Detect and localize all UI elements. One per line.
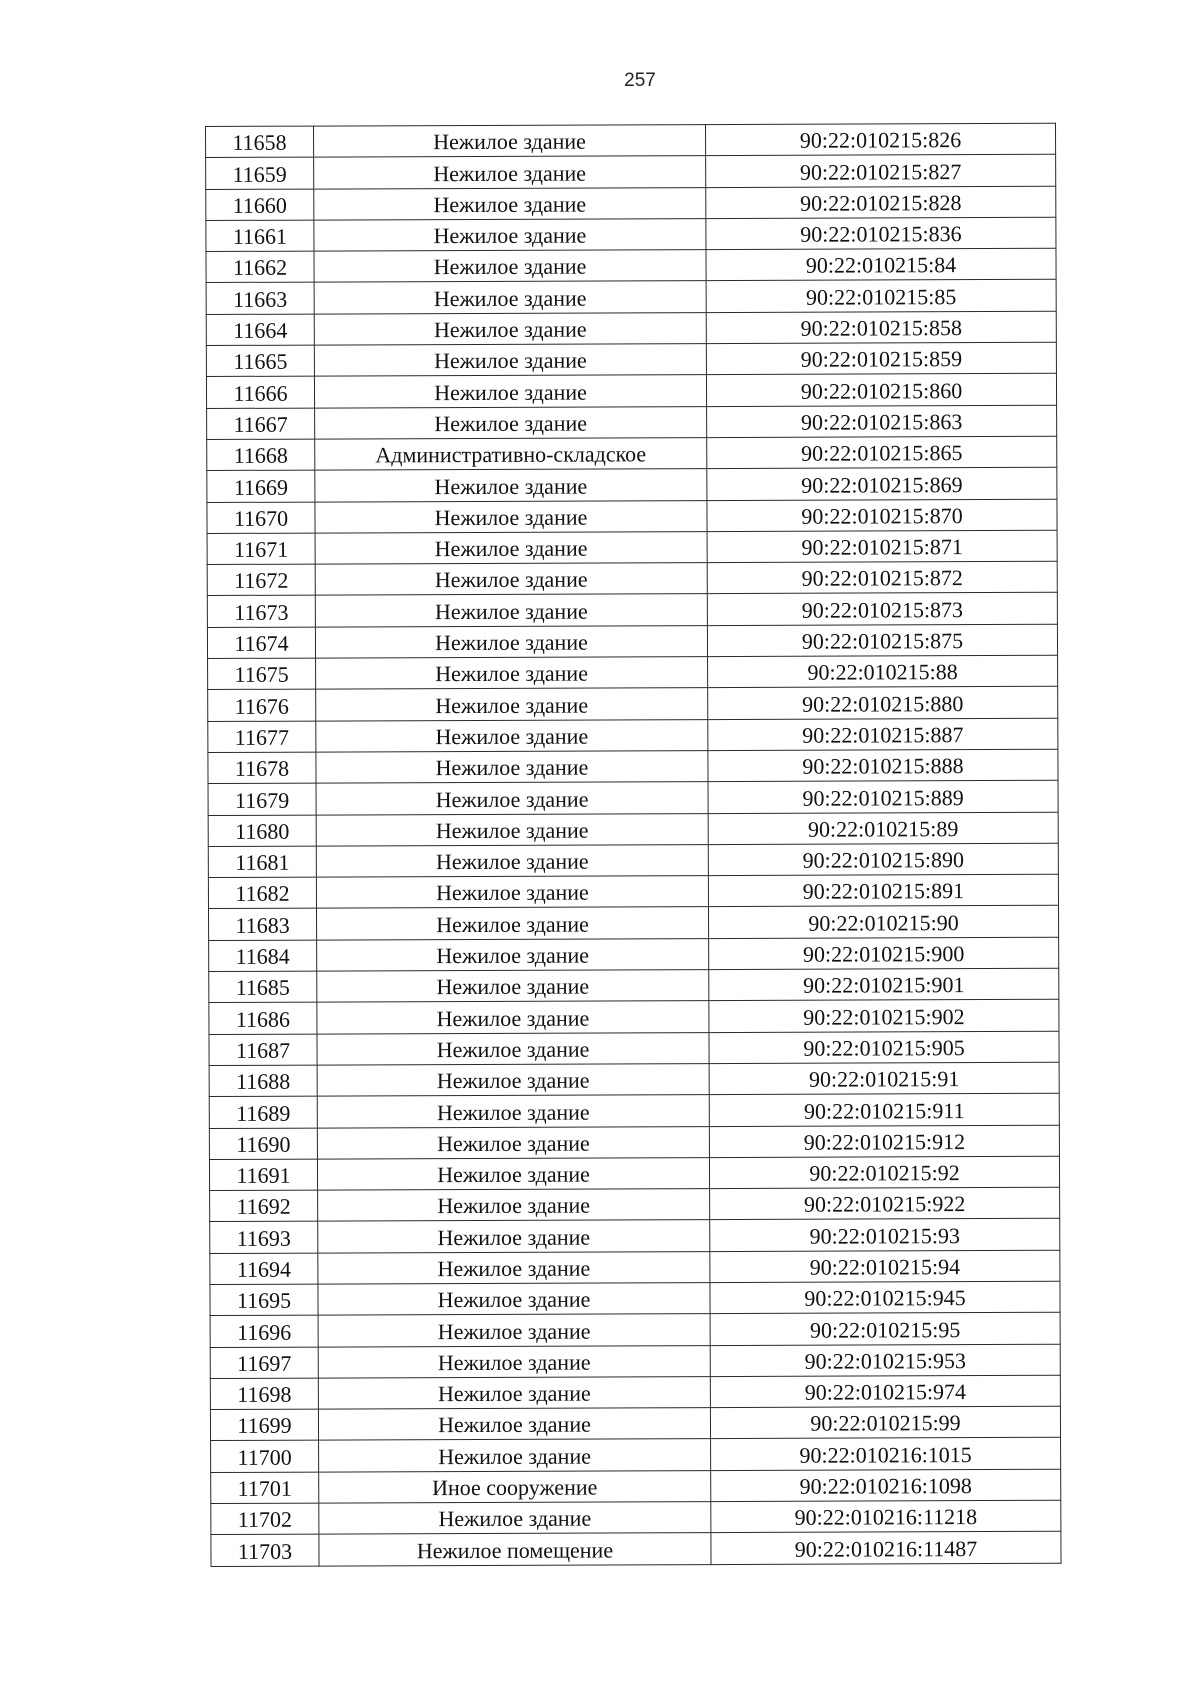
object-type-cell: Нежилое здание	[314, 312, 706, 345]
row-number-cell: 11695	[210, 1284, 318, 1316]
object-type-cell: Нежилое здание	[314, 344, 706, 377]
cadastral-number-cell: 90:22:010215:88	[708, 655, 1058, 688]
table-row	[210, 1344, 1060, 1379]
object-type-cell: Нежилое здание	[316, 688, 708, 721]
cadastral-number-cell: 90:22:010215:858	[706, 311, 1056, 344]
row-number-cell: 11689	[209, 1096, 317, 1128]
cadastral-number-cell: 90:22:010215:888	[708, 749, 1058, 782]
table-row	[206, 155, 1056, 190]
cadastral-number-cell: 90:22:010215:99	[710, 1406, 1060, 1439]
cadastral-number-cell: 90:22:010215:863	[707, 405, 1057, 438]
object-type-cell: Нежилое здание	[314, 375, 706, 408]
table-row	[208, 655, 1058, 690]
cadastral-number-cell: 90:22:010215:875	[707, 624, 1057, 657]
cadastral-number-cell: 90:22:010215:945	[710, 1281, 1060, 1314]
object-type-cell: Нежилое здание	[317, 1095, 709, 1128]
cadastral-number-cell: 90:22:010215:900	[709, 937, 1059, 970]
row-number-cell: 11700	[211, 1441, 319, 1473]
row-number-cell: 11694	[210, 1253, 318, 1285]
object-type-cell: Нежилое здание	[315, 531, 707, 564]
table-row	[210, 1375, 1060, 1410]
object-type-cell: Нежилое здание	[315, 594, 707, 627]
cadastral-number-cell: 90:22:010215:92	[709, 1156, 1059, 1189]
object-type-cell: Нежилое здание	[314, 218, 706, 251]
row-number-cell: 11670	[207, 502, 315, 534]
table-row	[206, 186, 1056, 221]
object-type-cell: Нежилое здание	[315, 406, 707, 439]
table-row	[210, 1250, 1060, 1285]
table-row	[210, 1313, 1060, 1348]
row-number-cell: 11678	[208, 752, 316, 784]
row-number-cell: 11671	[207, 533, 315, 565]
object-type-cell: Нежилое здание	[318, 1189, 710, 1222]
table-row	[206, 280, 1056, 315]
row-number-cell: 11660	[206, 189, 314, 221]
object-type-cell: Нежилое здание	[315, 500, 707, 533]
cadastral-number-cell: 90:22:010215:84	[706, 248, 1056, 281]
row-number-cell: 11682	[208, 877, 316, 909]
registry-table	[205, 123, 1062, 1567]
row-number-cell: 11683	[209, 908, 317, 940]
cadastral-number-cell: 90:22:010215:95	[710, 1313, 1060, 1346]
row-number-cell: 11679	[208, 783, 316, 815]
cadastral-number-cell: 90:22:010215:953	[710, 1344, 1060, 1377]
table-row	[208, 843, 1058, 878]
table-row	[209, 1062, 1059, 1097]
row-number-cell: 11664	[206, 314, 314, 346]
table-row	[209, 1093, 1059, 1128]
object-type-cell: Нежилое здание	[317, 1157, 709, 1190]
cadastral-number-cell: 90:22:010215:891	[708, 874, 1058, 907]
object-type-cell: Нежилое здание	[316, 844, 708, 877]
table-row	[208, 874, 1058, 909]
object-type-cell: Нежилое здание	[316, 751, 708, 784]
object-type-cell: Нежилое здание	[318, 1376, 710, 1409]
cadastral-number-cell: 90:22:010215:912	[709, 1125, 1059, 1158]
row-number-cell: 11690	[209, 1128, 317, 1160]
row-number-cell: 11691	[209, 1159, 317, 1191]
object-type-cell: Нежилое здание	[314, 187, 706, 220]
table-row	[207, 467, 1057, 502]
object-type-cell: Нежилое здание	[318, 1283, 710, 1316]
object-type-cell: Нежилое здание	[316, 657, 708, 690]
table-row	[210, 1187, 1060, 1222]
row-number-cell: 11675	[208, 658, 316, 690]
registry-table-body	[206, 123, 1062, 1566]
row-number-cell: 11663	[206, 283, 314, 315]
row-number-cell: 11688	[209, 1065, 317, 1097]
row-number-cell: 11703	[211, 1534, 319, 1566]
object-type-cell: Нежилое здание	[314, 156, 706, 189]
object-type-cell: Нежилое здание	[317, 1126, 709, 1159]
object-type-cell: Нежилое здание	[317, 1063, 709, 1096]
cadastral-number-cell: 90:22:010215:889	[708, 780, 1058, 813]
table-row	[209, 1125, 1059, 1160]
registry-table-wrapper	[205, 123, 1061, 1567]
table-row	[207, 624, 1057, 659]
table-row	[208, 812, 1058, 847]
object-type-cell: Нежилое здание	[316, 782, 708, 815]
cadastral-number-cell: 90:22:010215:94	[710, 1250, 1060, 1283]
object-type-cell: Нежилое здание	[317, 970, 709, 1003]
row-number-cell: 11669	[207, 470, 315, 502]
table-row	[207, 405, 1057, 440]
object-type-cell: Нежилое здание	[316, 813, 708, 846]
row-number-cell: 11674	[207, 627, 315, 659]
table-row	[211, 1469, 1061, 1504]
table-row	[209, 937, 1059, 972]
row-number-cell: 11677	[208, 721, 316, 753]
object-type-cell: Нежилое здание	[317, 907, 709, 940]
row-number-cell: 11662	[206, 251, 314, 283]
object-type-cell: Административно-складское	[315, 438, 707, 471]
object-type-cell: Нежилое здание	[316, 719, 708, 752]
cadastral-number-cell: 90:22:010215:91	[709, 1062, 1059, 1095]
table-row	[207, 530, 1057, 565]
table-row	[206, 311, 1056, 346]
cadastral-number-cell: 90:22:010215:871	[707, 530, 1057, 563]
cadastral-number-cell: 90:22:010215:890	[708, 843, 1058, 876]
object-type-cell: Нежилое здание	[318, 1408, 710, 1441]
row-number-cell: 11681	[208, 846, 316, 878]
object-type-cell: Иное сооружение	[319, 1470, 711, 1503]
cadastral-number-cell: 90:22:010215:873	[707, 593, 1057, 626]
cadastral-number-cell: 90:22:010215:865	[707, 436, 1057, 469]
page-number: 257	[624, 70, 656, 91]
row-number-cell: 11667	[207, 408, 315, 440]
row-number-cell: 11692	[210, 1190, 318, 1222]
cadastral-number-cell: 90:22:010215:880	[708, 687, 1058, 720]
table-row	[206, 342, 1056, 377]
cadastral-number-cell: 90:22:010216:11218	[711, 1500, 1061, 1533]
cadastral-number-cell: 90:22:010215:90	[709, 906, 1059, 939]
table-row	[211, 1500, 1061, 1535]
table-row	[210, 1406, 1060, 1441]
table-row	[206, 248, 1056, 283]
cadastral-number-cell: 90:22:010215:869	[707, 467, 1057, 500]
row-number-cell: 11665	[206, 345, 314, 377]
object-type-cell: Нежилое здание	[319, 1439, 711, 1472]
row-number-cell: 11668	[207, 439, 315, 471]
object-type-cell: Нежилое здание	[317, 1001, 709, 1034]
row-number-cell: 11693	[210, 1221, 318, 1253]
row-number-cell: 11687	[209, 1034, 317, 1066]
cadastral-number-cell: 90:22:010215:887	[708, 718, 1058, 751]
object-type-cell: Нежилое здание	[318, 1345, 710, 1378]
row-number-cell: 11659	[206, 157, 314, 189]
object-type-cell: Нежилое здание	[314, 125, 706, 158]
table-row	[210, 1281, 1060, 1316]
table-row	[211, 1438, 1061, 1473]
cadastral-number-cell: 90:22:010215:902	[709, 1000, 1059, 1033]
cadastral-number-cell: 90:22:010215:859	[706, 342, 1056, 375]
row-number-cell: 11702	[211, 1503, 319, 1535]
table-row	[208, 780, 1058, 815]
object-type-cell: Нежилое здание	[315, 469, 707, 502]
table-row	[206, 374, 1056, 409]
table-row	[208, 687, 1058, 722]
cadastral-number-cell: 90:22:010215:860	[706, 374, 1056, 407]
row-number-cell: 11698	[210, 1378, 318, 1410]
row-number-cell: 11685	[209, 971, 317, 1003]
table-row	[207, 593, 1057, 628]
row-number-cell: 11701	[211, 1472, 319, 1504]
cadastral-number-cell: 90:22:010215:85	[706, 280, 1056, 313]
cadastral-number-cell: 90:22:010215:872	[707, 561, 1057, 594]
object-type-cell: Нежилое здание	[314, 281, 706, 314]
cadastral-number-cell: 90:22:010215:974	[710, 1375, 1060, 1408]
object-type-cell: Нежилое помещение	[319, 1533, 711, 1566]
cadastral-number-cell: 90:22:010215:901	[709, 968, 1059, 1001]
cadastral-number-cell: 90:22:010216:11487	[711, 1532, 1061, 1565]
object-type-cell: Нежилое здание	[317, 1032, 709, 1065]
table-row	[207, 561, 1057, 596]
object-type-cell: Нежилое здание	[317, 938, 709, 971]
cadastral-number-cell: 90:22:010215:870	[707, 499, 1057, 532]
row-number-cell: 11672	[207, 564, 315, 596]
cadastral-number-cell: 90:22:010215:911	[709, 1093, 1059, 1126]
table-row	[209, 1156, 1059, 1191]
object-type-cell: Нежилое здание	[319, 1502, 711, 1535]
cadastral-number-cell: 90:22:010215:89	[708, 812, 1058, 845]
table-row	[211, 1532, 1061, 1567]
cadastral-number-cell: 90:22:010215:826	[705, 123, 1055, 156]
row-number-cell: 11684	[209, 940, 317, 972]
row-number-cell: 11666	[206, 376, 314, 408]
cadastral-number-cell: 90:22:010216:1015	[711, 1438, 1061, 1471]
table-row	[207, 436, 1057, 471]
table-row	[206, 217, 1056, 252]
row-number-cell: 11673	[207, 596, 315, 628]
table-row	[207, 499, 1057, 534]
row-number-cell: 11676	[208, 689, 316, 721]
row-number-cell: 11661	[206, 220, 314, 252]
table-row	[210, 1219, 1060, 1254]
row-number-cell: 11680	[208, 815, 316, 847]
cadastral-number-cell: 90:22:010215:827	[706, 155, 1056, 188]
table-row	[209, 1000, 1059, 1035]
cadastral-number-cell: 90:22:010215:93	[710, 1219, 1060, 1252]
table-row	[208, 749, 1058, 784]
row-number-cell: 11658	[206, 126, 314, 158]
object-type-cell: Нежилое здание	[318, 1251, 710, 1284]
row-number-cell: 11699	[210, 1409, 318, 1441]
table-row	[209, 906, 1059, 941]
cadastral-number-cell: 90:22:010215:836	[706, 217, 1056, 250]
row-number-cell: 11697	[210, 1347, 318, 1379]
table-row	[206, 123, 1056, 158]
table-row	[209, 1031, 1059, 1066]
object-type-cell: Нежилое здание	[316, 876, 708, 909]
cadastral-number-cell: 90:22:010215:922	[710, 1187, 1060, 1220]
object-type-cell: Нежилое здание	[318, 1220, 710, 1253]
cadastral-number-cell: 90:22:010215:828	[706, 186, 1056, 219]
cadastral-number-cell: 90:22:010215:905	[709, 1031, 1059, 1064]
object-type-cell: Нежилое здание	[315, 563, 707, 596]
object-type-cell: Нежилое здание	[314, 250, 706, 283]
table-row	[209, 968, 1059, 1003]
object-type-cell: Нежилое здание	[315, 625, 707, 658]
row-number-cell: 11696	[210, 1315, 318, 1347]
row-number-cell: 11686	[209, 1002, 317, 1034]
object-type-cell: Нежилое здание	[318, 1314, 710, 1347]
cadastral-number-cell: 90:22:010216:1098	[711, 1469, 1061, 1502]
table-row	[208, 718, 1058, 753]
